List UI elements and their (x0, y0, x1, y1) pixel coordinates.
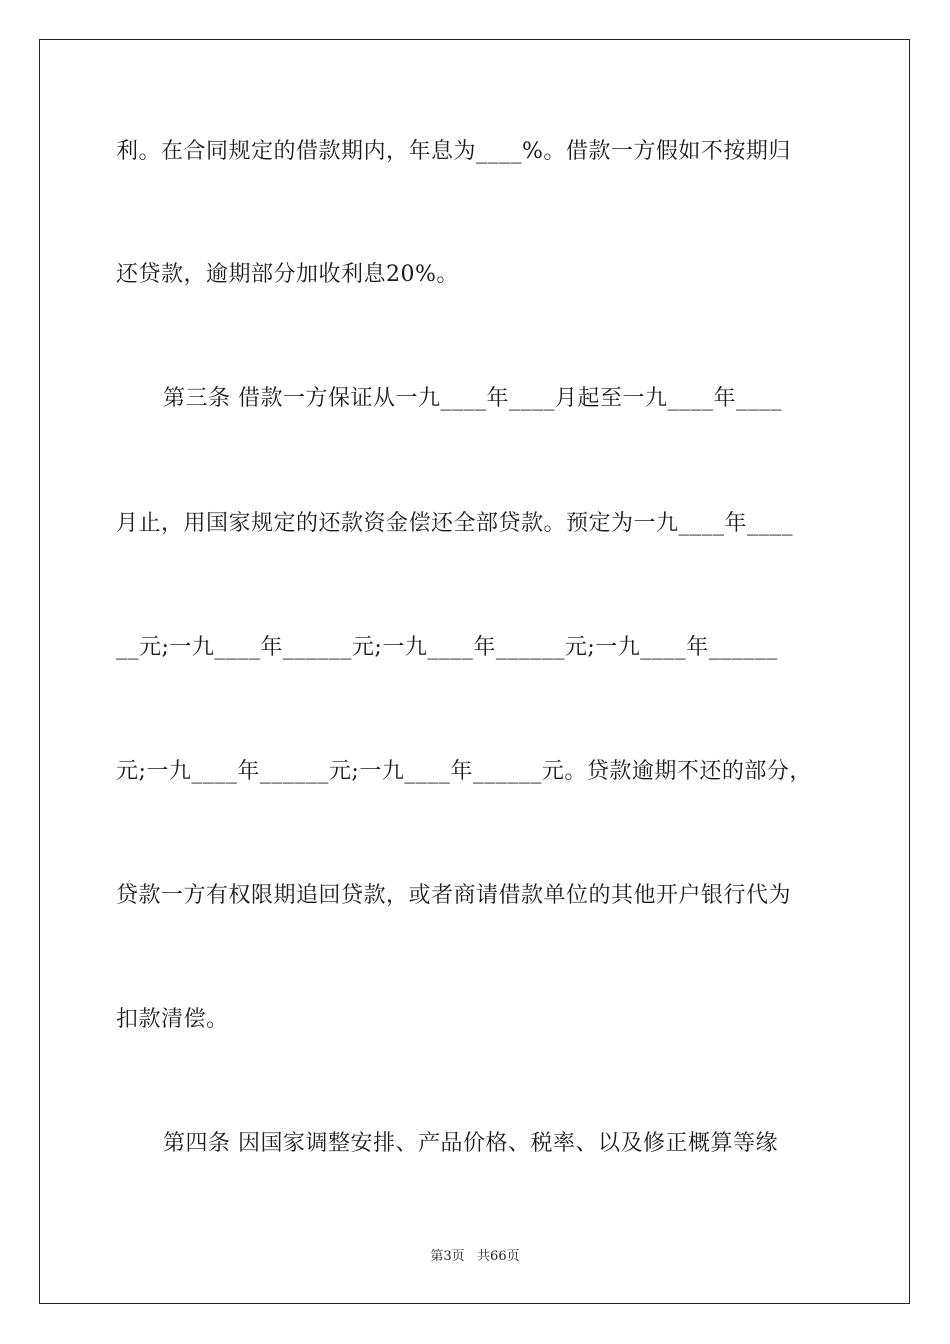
page-number-footer: 第3页 共66页 (430, 1249, 520, 1264)
page-border (39, 39, 910, 1304)
paragraph-line-1: 利。在合同规定的借款期内，年息为____%。借款一方假如不按期归 (116, 139, 791, 164)
paragraph-line-3: 第三条 借款一方保证从一九____年____月起至一九____年____ (163, 386, 782, 411)
paragraph-line-9: 第四条 因国家调整安排、产品价格、税率、以及修正概算等缘 (163, 1131, 778, 1156)
paragraph-line-4: 月止，用国家规定的还款资金偿还全部贷款。预定为一九____年____ (116, 511, 794, 536)
paragraph-line-8: 扣款清偿。 (116, 1007, 229, 1032)
paragraph-line-6: 元;一九____年______元;一九____年______元。贷款逾期不还的部分， (116, 759, 812, 784)
paragraph-line-2: 还贷款，逾期部分加收利息20%。 (116, 262, 459, 287)
paragraph-line-5: __元;一九____年______元;一九____年______元;一九____年______ (116, 635, 778, 660)
paragraph-line-7: 贷款一方有权限期追回贷款，或者商请借款单位的其他开户银行代为 (116, 883, 792, 908)
